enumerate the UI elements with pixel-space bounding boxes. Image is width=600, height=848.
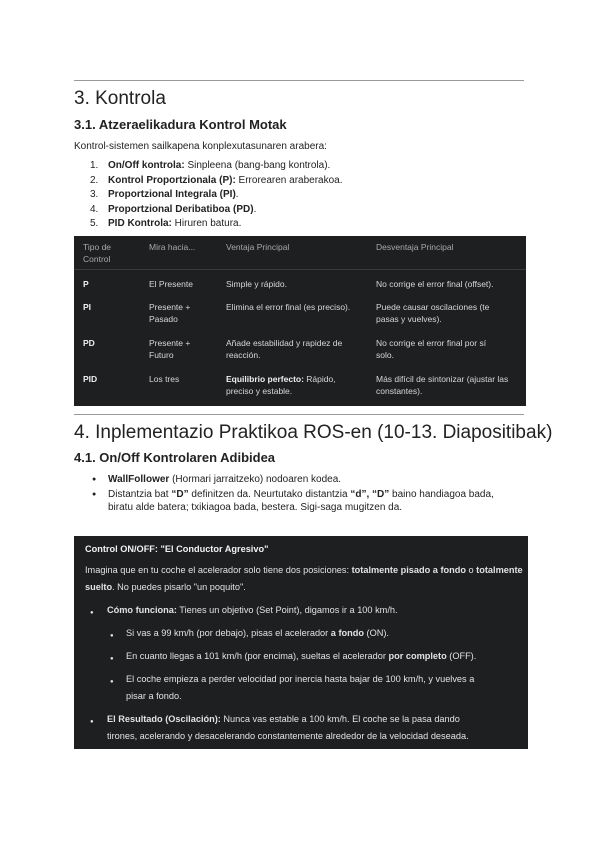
table-cell: Añade estabilidad y rapidez de reacción.: [226, 338, 343, 360]
table-cell: No corrige el error final por sí solo.: [376, 338, 487, 360]
list-item: 2. Kontrol Proportzionala (P): Errorearen araberakoa.: [90, 174, 343, 186]
callout-intro: Imagina que en tu coche el acelerador solo tiene dos posiciones: totalmente pisado a fondo o totalmente suelto. No puedes pisarlo "un poquito".: [85, 565, 523, 592]
divider: [74, 269, 526, 270]
callout-sub-item: En cuanto llegas a 101 km/h (por encima), sueltas el acelerador por completo (OFF).: [126, 651, 477, 661]
list-item: 3. Proportzional Integrala (PI).: [90, 189, 239, 200]
section-3-1-heading: 3.1. Atzeraelikadura Kontrol Motak: [74, 117, 287, 132]
callout-sub-item-line: pisar a fondo.: [126, 691, 182, 701]
horizontal-rule: [74, 414, 524, 415]
section-4-1-heading: 4.1. On/Off Kontrolaren Adibidea: [74, 450, 276, 465]
table-cell: Simple y rápido.: [226, 279, 287, 289]
table-cell: P: [83, 279, 89, 289]
callout-result-item: El Resultado (Oscilación): Nunca vas estable a 100 km/h. El coche se la pasa dando: [107, 714, 460, 724]
table-cell: Presente + Futuro: [149, 338, 191, 360]
table-cell: No corrige el error final (offset).: [376, 279, 494, 289]
table-cell: Equilibrio perfecto: Rápido, preciso y estable.: [226, 374, 336, 396]
callout-result-line: tirones, acelerando y desacelerando constantemente alrededor de la velocidad deseada.: [107, 731, 469, 741]
control-comparison-table: [74, 236, 526, 406]
callout-title: Control ON/OFF: "El Conductor Agresivo": [85, 544, 269, 554]
intro-paragraph: Kontrol-sistemen sailkapena konplexutasunaren arabera:: [74, 141, 327, 152]
bullet-dot-icon: ●: [90, 719, 94, 725]
table-header: Tipo de Control: [83, 242, 112, 264]
wallfollower-bullets: [92, 473, 512, 516]
table-cell: PID: [83, 374, 98, 384]
list-item: 4. Proportzional Deribatiboa (PD).: [90, 203, 257, 215]
table-cell: PI: [83, 302, 92, 312]
table-cell: Más difícil de sintonizar (ajustar las constantes).: [376, 374, 509, 396]
section-4-heading: 4. Inplementazio Praktikoa ROS-en (10-13. Diapositibak): [74, 422, 553, 443]
list-item: 1. On/Off kontrola: Sinpleena (bang-bang kontrola).: [90, 160, 331, 171]
callout-how-item: Cómo funciona: Tienes un objetivo (Set Point), digamos ir a 100 km/h.: [107, 605, 398, 615]
table-cell: El Presente: [149, 279, 193, 289]
table-cell: Los tres: [149, 374, 180, 384]
section-3-heading: 3. Kontrola: [74, 88, 166, 109]
horizontal-rule: [74, 80, 524, 81]
list-item: ● WallFollower (Hormari jarraitzeko) nodoaren kodea.: [92, 473, 512, 487]
list-item: ● Distantzia bat “D” definitzen da. Neurtutako distantzia “d”, “D” baino handiagoa bada, biratu alde batera; txikiagoa bada, bestera. Sigi-saga mugitzen da.: [92, 488, 512, 515]
bullet-dot-icon: ●: [110, 656, 114, 662]
onoff-explanation-callout: [74, 536, 528, 749]
callout-sub-item-line: El coche empieza a perder velocidad por inercia hasta bajar de 100 km/h, y vuelves a: [126, 674, 475, 684]
table-header: Mira hacia...: [149, 242, 196, 252]
callout-sub-item: Si vas a 99 km/h (por debajo), pisas el acelerador a fondo (ON).: [126, 628, 389, 638]
bullet-dot-icon: ●: [90, 610, 94, 616]
table-header: Desventaja Principal: [376, 242, 454, 252]
table-cell: Elimina el error final (es preciso).: [226, 302, 351, 312]
table-header: Ventaja Principal: [226, 242, 290, 252]
bullet-dot-icon: ●: [110, 679, 114, 685]
table-cell: PD: [83, 338, 95, 348]
list-item: 5. PID Kontrola: Hiruren batura.: [90, 218, 242, 229]
bullet-dot-icon: ●: [110, 633, 114, 639]
table-cell: Puede causar oscilaciones (te pasas y vuelves).: [376, 302, 490, 324]
table-cell: Presente + Pasado: [149, 302, 191, 324]
control-types-list: [90, 159, 343, 232]
